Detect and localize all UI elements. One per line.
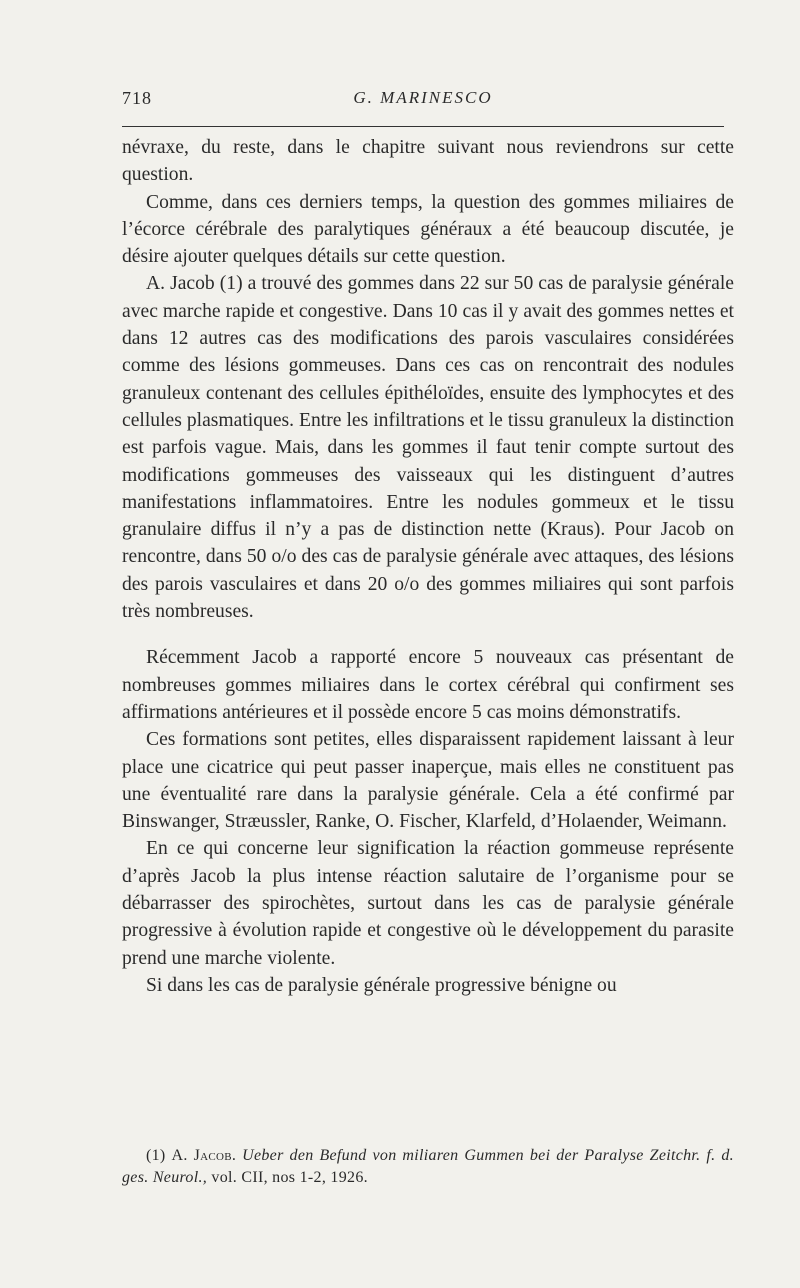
paragraph: A. Jacob (1) a trouvé des gommes dans 22 sur 50 cas de paralysie générale avec marche rapide et congestive. Dans 10 cas il y avait des gommes nettes et dans 12 autres cas des modifications des parois vasculaires considérées comme des lésions gommeuses. Dans ces cas on rencontrait des nodules granuleux contenant des cellules épithéloïdes, ensuite des lymphocytes et des cellules plasmatiques. Entre les infiltrations et le tissu granuleux la distinction est parfois vague. Mais, dans les gommes il faut tenir compte surtout des modifications gommeuses des vaisseaux qui les distinguent d’autres manifestations inflammatoires. Entre les nodules gommeux et le tissu granulaire diffus il n’y a pas de distinction nette (Kraus). Pour Jacob on rencontre, dans 50 o/o des cas de paralysie générale avec attaques, des lésions des parois vasculaires et dans 20 o/o des gommes miliaires qui sont parfois très nombreuses. <box>122 273 734 623</box>
paragraph: Ces formations sont petites, elles disparaissent rapidement laissant à leur place une cicatrice qui peut passer inaperçue, mais elles ne constituent pas une éventualité rare dans la paralysie générale. Cela a été confirmé par Binswanger, Stræussler, Ranke, O. Fischer, Klarfeld, d’Holaender, Weimann. <box>122 729 734 833</box>
footnote-title: Ueber den Befund von miliaren Gummen bei der Paralyse <box>242 1147 644 1164</box>
footnote-journal: Zeitchr. f. d. ges. Neurol., <box>122 1147 734 1186</box>
body-text <box>122 134 734 999</box>
footnote-author: A. Jacob. <box>171 1147 237 1164</box>
paragraph: Comme, dans ces derniers temps, la question des gommes miliaires de l’écorce cérébrale des paralytiques généraux a été beaucoup discutée, je désire ajouter quelques détails sur cette question. <box>122 191 734 268</box>
running-head-author: G. MARINESCO <box>353 88 493 107</box>
footnote-details: vol. CII, nos 1-2, 1926. <box>211 1169 368 1186</box>
footnote-marker: (1) <box>146 1147 166 1164</box>
paragraph: En ce qui concerne leur signification la réaction gommeuse représente d’après Jacob la plus intense réaction salutaire de l’organisme pour se débarrasser des spirochètes, surtout dans les cas de paralysie générale progressive à évolution rapide et congestive où le développement du parasite prend une marche violente. <box>122 838 734 969</box>
page-number: 718 <box>122 88 152 108</box>
header-rule <box>122 126 724 127</box>
paragraph: Récemment Jacob a rapporté encore 5 nouveaux cas présentant de nombreuses gommes miliaires dans le cortex cérébral qui confirment ses affirmations antérieures et il possède encore 5 cas moins démonstratifs. <box>122 647 734 723</box>
running-head <box>122 88 724 116</box>
paragraph: névraxe, du reste, dans le chapitre suivant nous reviendrons sur cette question. <box>122 137 734 186</box>
footnote <box>122 1145 734 1189</box>
paragraph: Si dans les cas de paralysie générale progressive bénigne ou <box>146 974 617 996</box>
